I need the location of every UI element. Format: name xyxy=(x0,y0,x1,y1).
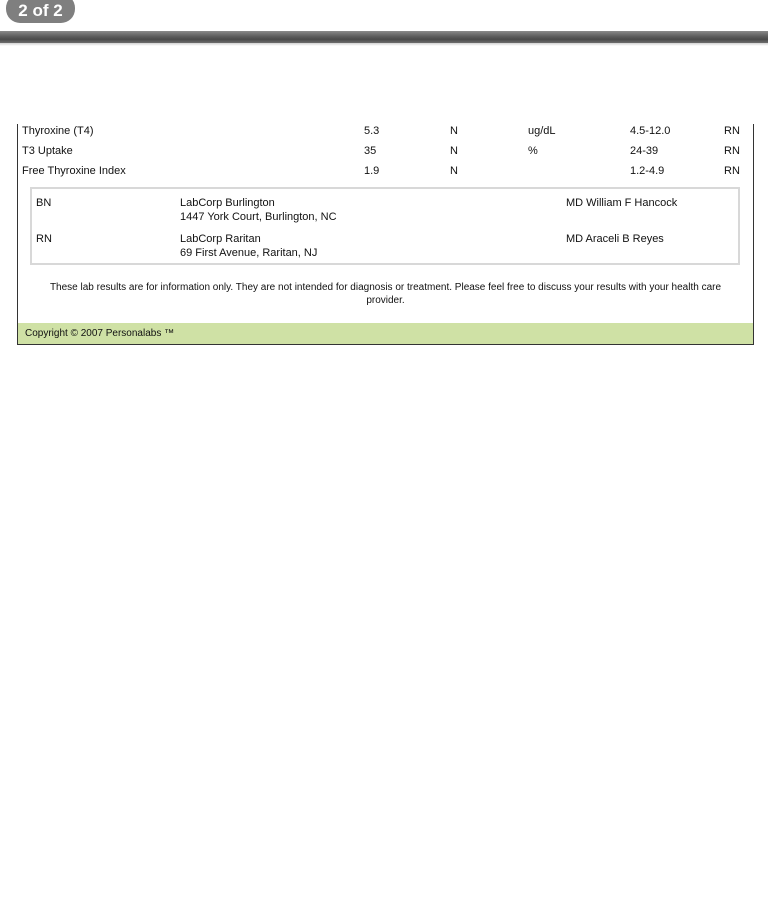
lab-site-code: RN xyxy=(724,145,740,157)
reference-range: 24-39 xyxy=(630,145,659,157)
lab-site-code: RN xyxy=(724,125,740,137)
test-name: Thyroxine (T4) xyxy=(22,125,94,137)
lab-row xyxy=(32,232,738,266)
viewer-toolbar-strip xyxy=(0,31,768,43)
lab-address: 69 First Avenue, Raritan, NJ xyxy=(180,247,318,259)
test-flag: N xyxy=(450,125,458,137)
lab-row xyxy=(32,196,738,230)
lab-director: MD William F Hancock xyxy=(566,197,678,209)
test-flag: N xyxy=(450,145,458,157)
test-flag: N xyxy=(450,165,458,177)
test-value: 35 xyxy=(364,145,377,157)
lab-code: BN xyxy=(36,197,52,209)
reference-range: 4.5-12.0 xyxy=(630,125,671,137)
viewer-top-bar xyxy=(0,0,768,31)
page-indicator: 2 of 2 xyxy=(6,0,75,23)
performing-labs-box xyxy=(30,187,740,265)
copyright-text: Copyright © 2007 Personalabs ™ xyxy=(25,328,175,339)
test-units: % xyxy=(528,145,538,157)
result-row xyxy=(18,144,753,162)
result-row xyxy=(18,164,753,182)
test-value: 1.9 xyxy=(364,165,380,177)
test-name: Free Thyroxine Index xyxy=(22,165,126,177)
disclaimer-text: These lab results are for information only. They are not intended for diagnosis or treatment. Please feel free to discuss your results with your health care provider. xyxy=(49,282,722,306)
copyright-footer xyxy=(18,323,753,344)
lab-code: RN xyxy=(36,233,52,245)
test-units: ug/dL xyxy=(528,125,556,137)
lab-site-code: RN xyxy=(724,165,740,177)
test-name: T3 Uptake xyxy=(22,145,73,157)
lab-director: MD Araceli B Reyes xyxy=(566,233,664,245)
lab-name: LabCorp Burlington xyxy=(180,197,275,209)
lab-address: 1447 York Court, Burlington, NC xyxy=(180,211,337,223)
lab-report xyxy=(17,124,754,345)
reference-range: 1.2-4.9 xyxy=(630,165,665,177)
lab-name: LabCorp Raritan xyxy=(180,233,261,245)
result-row xyxy=(18,124,753,142)
test-value: 5.3 xyxy=(364,125,380,137)
